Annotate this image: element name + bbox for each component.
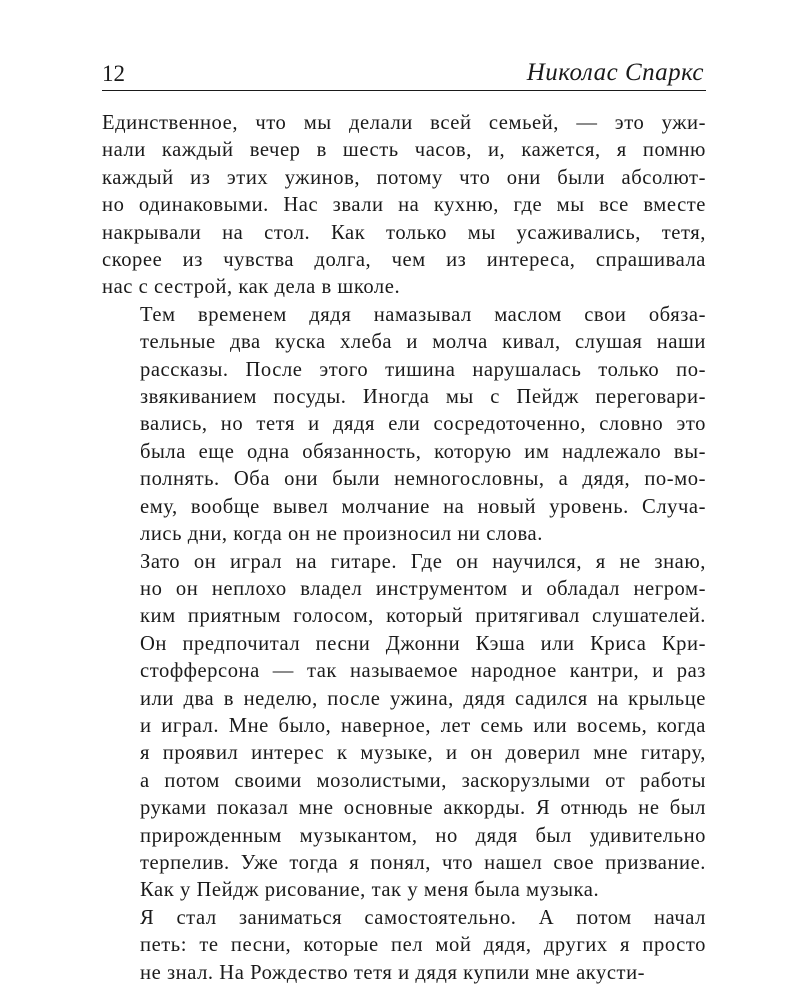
text-line: тельные два куска хлеба и молча кивал, слушая наши — [140, 331, 706, 354]
text-line: звякиванием посуды. Иногда мы с Пейдж переговари- — [140, 386, 706, 409]
text-line: рассказы. После этого тишина нарушалась только по- — [140, 358, 706, 381]
text-line: но одинаковыми. Нас звали на кухню, где мы все вместе — [102, 194, 706, 217]
text-line: полнять. Оба они были немногословны, а дядя, по-мо- — [140, 468, 706, 491]
text-line: стофферсона — так называемое народное кантри, и раз — [140, 660, 706, 683]
book-page — [102, 58, 706, 987]
text-line: или два в неделю, после ужина, дядя садился на крыльце — [140, 687, 706, 710]
text-line: скорее из чувства долга, чем из интереса, спрашивала — [102, 249, 706, 272]
text-line: но он неплохо владел инструментом и обладал негром- — [140, 577, 706, 600]
text-line: прирожденным музыкантом, но дядя был удивительно — [140, 824, 706, 847]
text-line: нас с сестрой, как дела в школе. — [102, 276, 401, 299]
text-line: терпелив. Уже тогда я понял, что нашел свое призвание. — [140, 851, 706, 874]
paragraph — [102, 302, 706, 549]
text-line: руками показал мне основные аккорды. Я отнюдь не был — [140, 797, 706, 820]
paragraph — [102, 549, 706, 905]
text-line: нали каждый вечер в шесть часов, и, кажется, я помню — [102, 139, 706, 162]
text-line: я проявил интерес к музыке, и он доверил мне гитару, — [140, 742, 706, 765]
text-line: каждый из этих ужинов, потому что они были абсолют- — [102, 166, 706, 189]
text-line: была еще одна обязанность, которую им надлежало вы- — [140, 440, 706, 463]
text-line: накрывали на стол. Как только мы усаживались, тетя, — [102, 221, 706, 244]
text-line: Он предпочитал песни Джонни Кэша или Криса Кри- — [140, 632, 706, 655]
paragraph — [102, 905, 706, 987]
text-line: ким приятным голосом, который притягивал слушателей. — [140, 605, 706, 628]
running-header — [102, 58, 706, 91]
body-text — [102, 110, 706, 987]
text-line: не знал. На Рождество тетя и дядя купили мне акусти- — [140, 961, 646, 984]
text-line: Как у Пейдж рисование, так у меня была музыка. — [140, 879, 600, 902]
paragraph — [102, 110, 706, 302]
text-line: лись дни, когда он не произносил ни слова. — [140, 523, 543, 546]
text-line: а потом своими мозолистыми, заскорузлыми от работы — [140, 769, 706, 792]
author-running-head: Николас Спаркс — [526, 59, 704, 86]
text-line: петь: те песни, которые пел мой дядя, других я просто — [140, 934, 706, 957]
text-line: Зато он играл на гитаре. Где он научился, я не знаю, — [140, 550, 706, 573]
text-line: Единственное, что мы делали всей семьей, — это ужи- — [102, 112, 706, 134]
text-line: и играл. Мне было, наверное, лет семь или восемь, когда — [140, 714, 706, 737]
text-line: ему, вообще вывел молчание на новый уровень. Случа- — [140, 495, 706, 518]
text-line: Я стал заниматься самостоятельно. А потом начал — [140, 906, 706, 929]
text-line: Тем временем дядя намазывал маслом свои обяза- — [140, 303, 706, 326]
text-line: вались, но тетя и дядя ели сосредоточенно, словно это — [140, 413, 706, 436]
page-number: 12 — [102, 61, 125, 86]
